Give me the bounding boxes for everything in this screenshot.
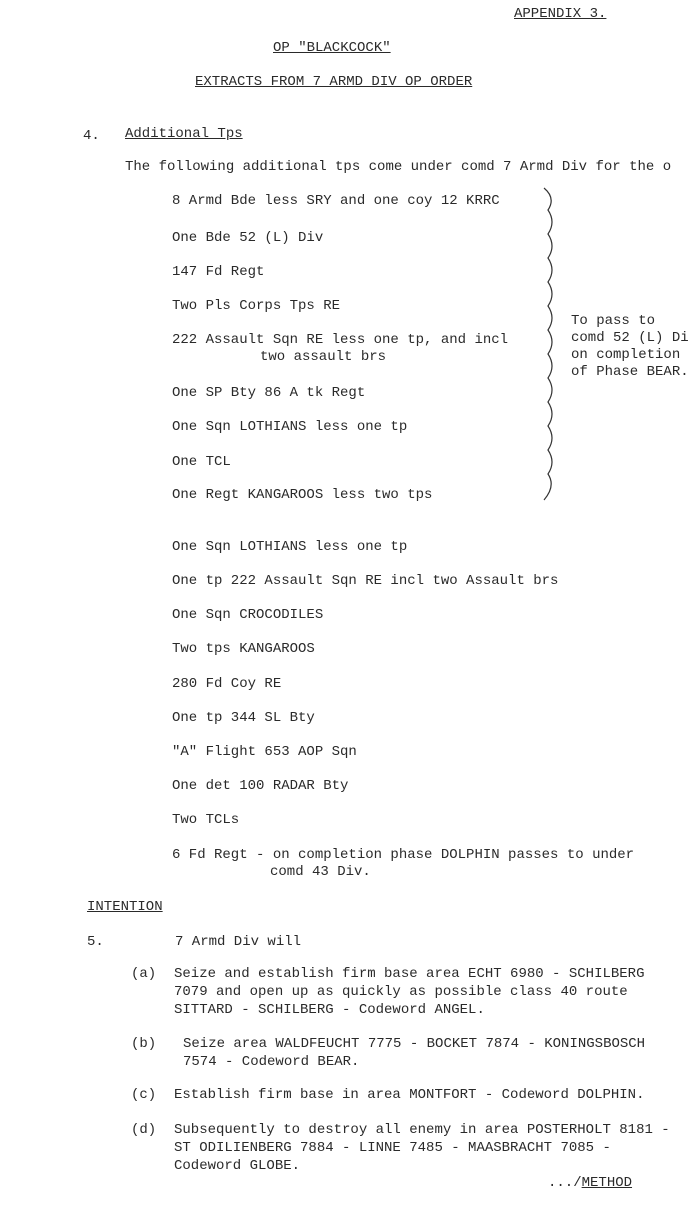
intention-heading: INTENTION (87, 899, 163, 915)
note-line: on completion (571, 347, 681, 363)
para-4-number: 4. (83, 128, 100, 144)
document-subtitle: EXTRACTS FROM 7 ARMD DIV OP ORDER (195, 74, 473, 90)
item-letter: (c) (131, 1087, 157, 1103)
list-item: 222 Assault Sqn RE less one tp, and incl (172, 332, 509, 348)
list-item: 147 Fd Regt (172, 264, 265, 280)
para-5-number: 5. (87, 934, 104, 950)
list-item: "A" Flight 653 AOP Sqn (172, 744, 357, 760)
list-item: 280 Fd Coy RE (172, 676, 282, 692)
para-4-heading: Additional Tps (125, 126, 243, 142)
list-item: 6 Fd Regt - on completion phase DOLPHIN passes to under (172, 847, 635, 863)
list-item: One Sqn LOTHIANS less one tp (172, 419, 408, 435)
list-item: Two TCLs (172, 812, 240, 828)
list-item: One Sqn CROCODILES (172, 607, 324, 623)
item-line: Subsequently to destroy all enemy in area POSTERHOLT 8181 - (174, 1122, 670, 1138)
item-line: 7079 and open up as quickly as possible class 40 route (174, 984, 628, 1000)
note-line: To pass to (571, 313, 656, 329)
appendix-label: APPENDIX 3. (514, 6, 607, 22)
item-line: Codeword GLOBE. (174, 1158, 301, 1174)
item-line: 7574 - Codeword BEAR. (183, 1054, 360, 1070)
list-item: 8 Armd Bde less SRY and one coy 12 KRRC (172, 193, 500, 209)
para-4-intro: The following additional tps come under comd 7 Armd Div for the o (125, 159, 672, 175)
item-line: Seize and establish firm base area ECHT 6980 - SCHILBERG (174, 966, 645, 982)
list-item: Two Pls Corps Tps RE (172, 298, 341, 314)
item-line: Establish firm base in area MONTFORT - Codeword DOLPHIN. (174, 1087, 645, 1103)
list-item-continuation: two assault brs (260, 349, 387, 365)
list-item: One tp 222 Assault Sqn RE incl two Assault brs (172, 573, 559, 589)
para-5-lead: 7 Armd Div will (175, 934, 302, 950)
item-letter: (a) (131, 966, 157, 982)
item-letter: (d) (131, 1122, 157, 1138)
list-item: One Bde 52 (L) Div (172, 230, 324, 246)
list-item-continuation: comd 43 Div. (270, 864, 371, 880)
list-item: One Regt KANGAROOS less two tps (172, 487, 433, 503)
list-item: One det 100 RADAR Bty (172, 778, 349, 794)
continuation-prefix: .../ (548, 1175, 582, 1191)
item-line: Seize area WALDFEUCHT 7775 - BOCKET 7874 - KONINGSBOSCH (183, 1036, 646, 1052)
item-line: SITTARD - SCHILBERG - Codeword ANGEL. (174, 1002, 485, 1018)
right-brace-icon (540, 186, 564, 502)
list-item: One TCL (172, 454, 231, 470)
item-line: ST ODILIENBERG 7884 - LINNE 7485 - MAASBRACHT 7085 - (174, 1140, 611, 1156)
note-line: of Phase BEAR. (571, 364, 689, 380)
operation-title: OP "BLACKCOCK" (273, 40, 391, 56)
list-item: Two tps KANGAROOS (172, 641, 315, 657)
list-item: One tp 344 SL Bty (172, 710, 315, 726)
item-letter: (b) (131, 1036, 157, 1052)
continuation-marker (548, 1174, 632, 1192)
note-line: comd 52 (L) Di (571, 330, 689, 346)
list-item: One SP Bty 86 A tk Regt (172, 385, 366, 401)
list-item: One Sqn LOTHIANS less one tp (172, 539, 408, 555)
continuation-word: METHOD (581, 1175, 633, 1191)
